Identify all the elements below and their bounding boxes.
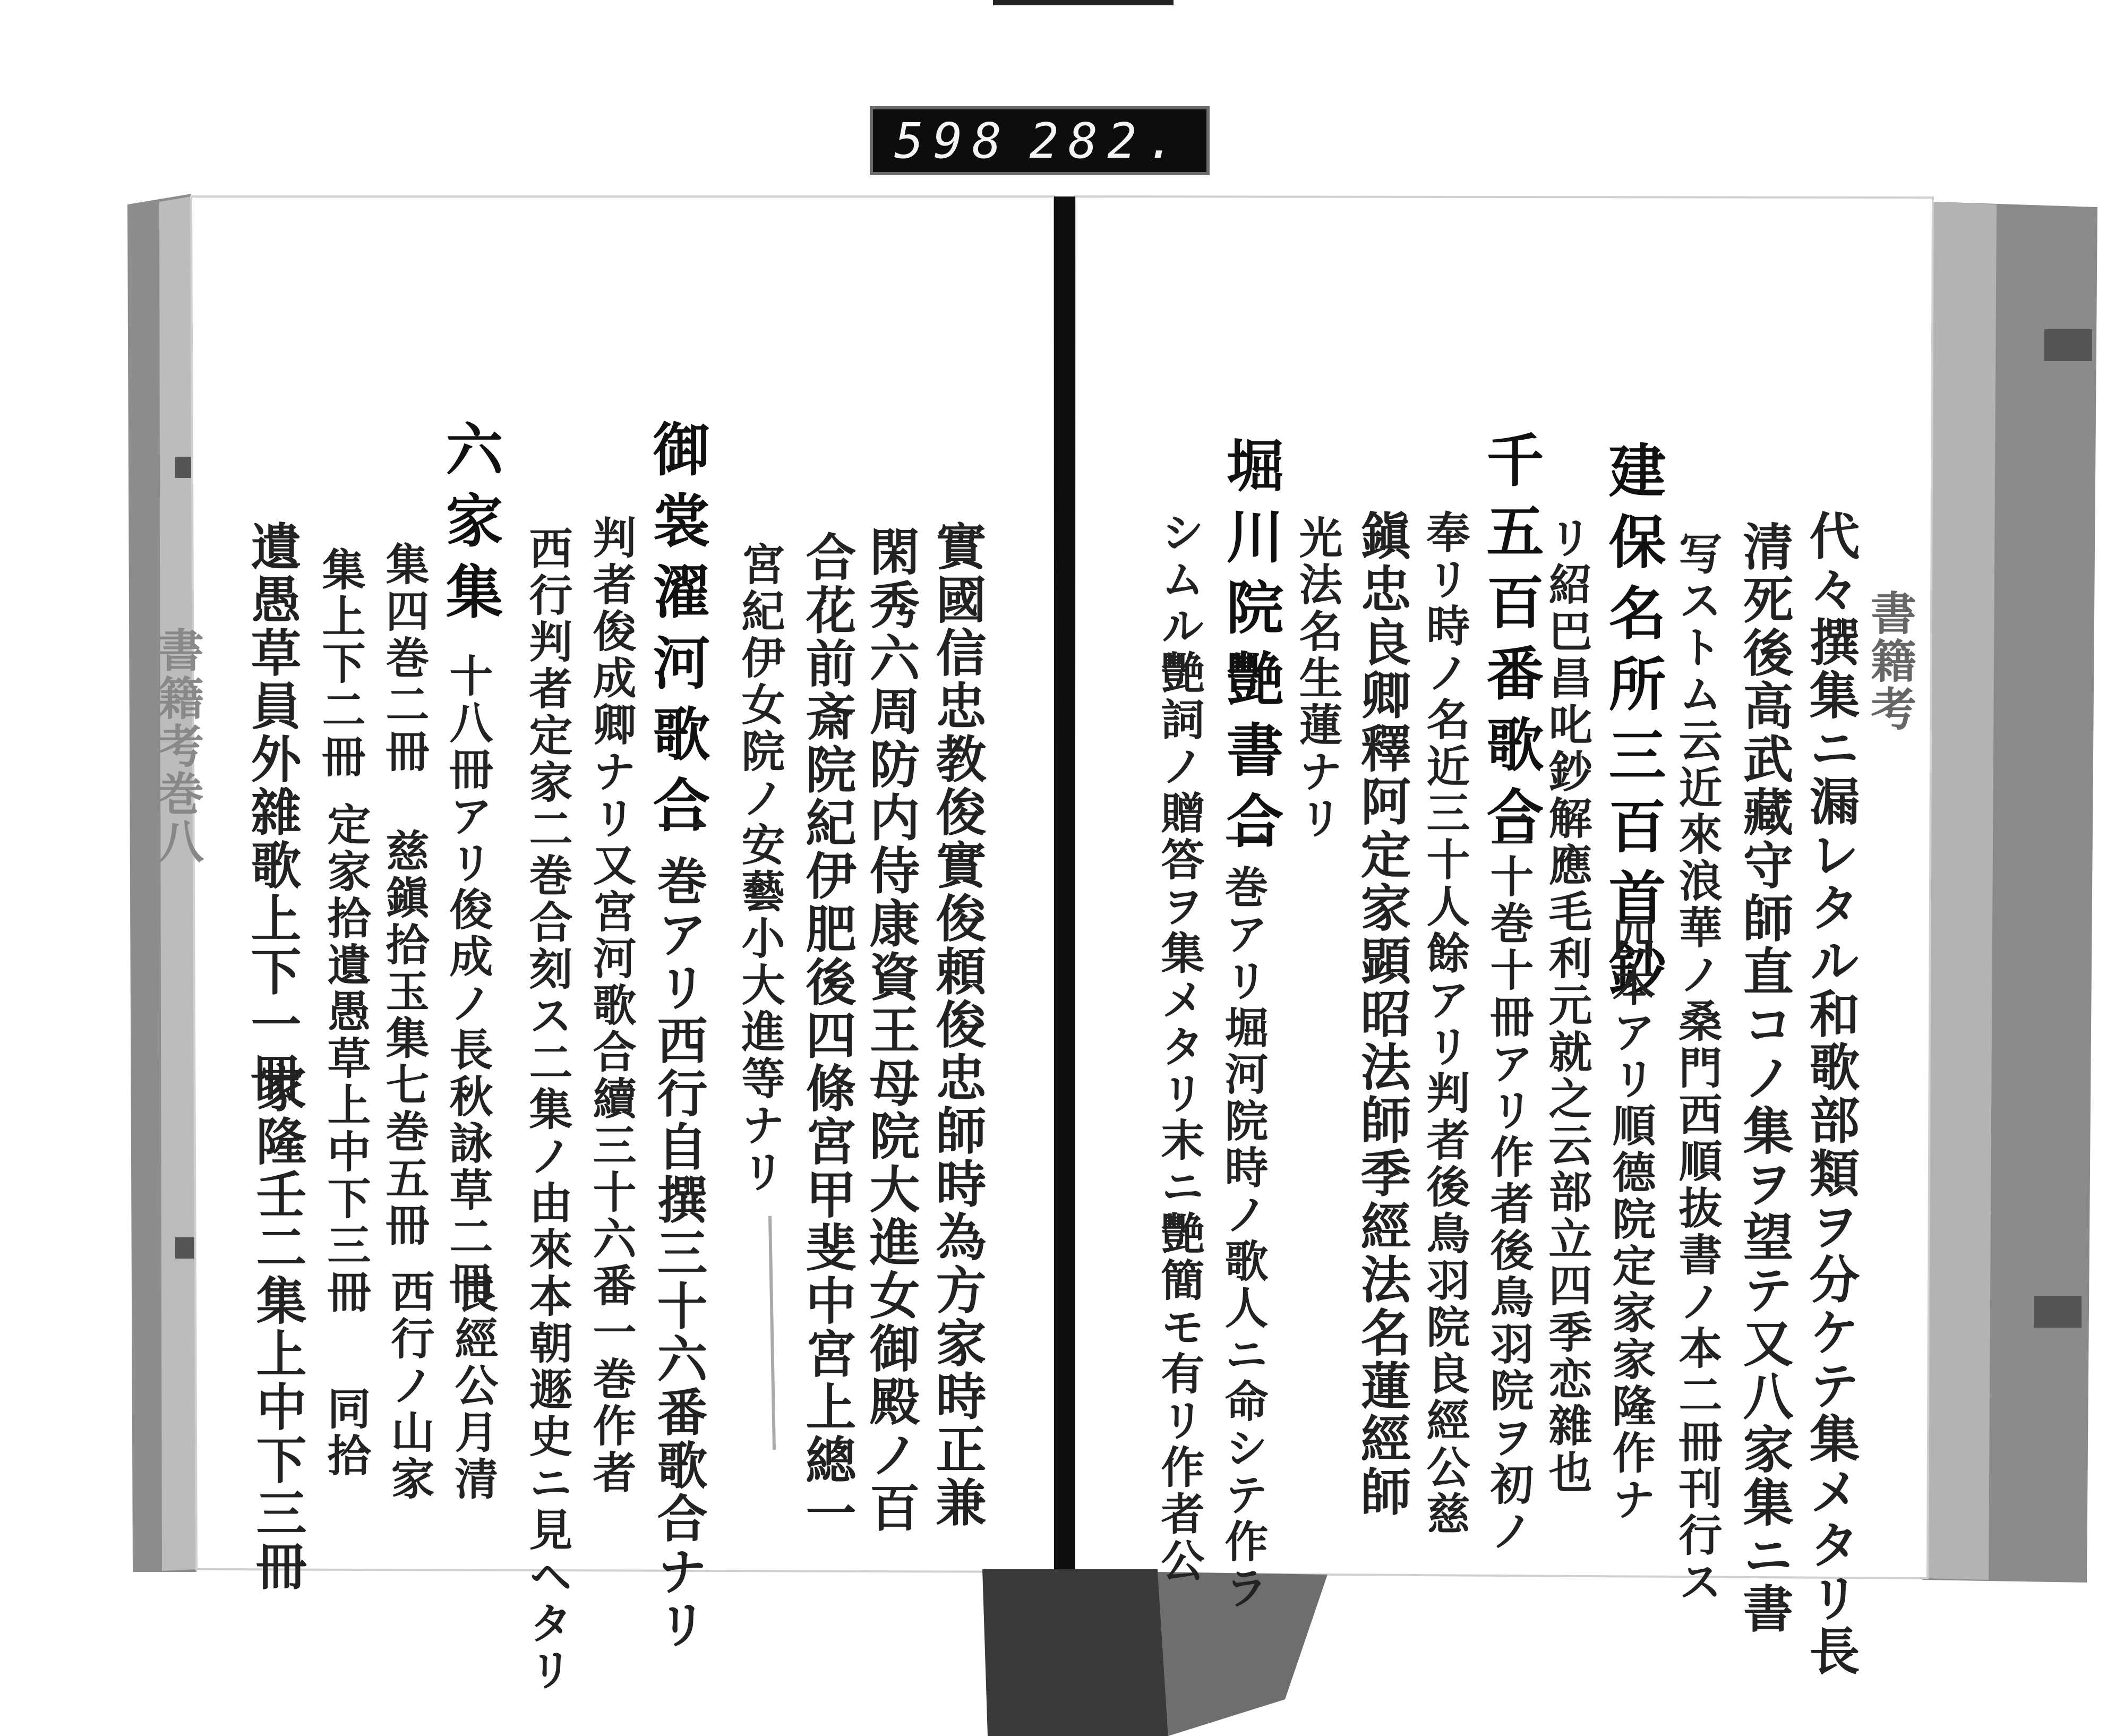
text-column: 西行判者定家二巻合刻ス二集ノ由來本朝遯史ニ見ヘタリ [522,526,573,1694]
text-column: 慈鎭拾玉集七巻五冊 [379,828,430,1249]
left-page-text [150,191,1041,1694]
right-clasp-top [2044,329,2092,361]
section-title: 千五百番歌合 [1477,430,1544,857]
text-column: 一巻アリ西行自撰三十六番歌合ナリ [649,802,708,1652]
text-column: 二十巻十冊アリ作者後鳥羽院ヲ初ノ [1483,807,1534,1555]
text-column: 同拾 [320,1386,371,1480]
top-edge-mark [993,0,1174,5]
margin-label: 書籍考巻八 [150,627,204,866]
text-column: 集四巻二冊 [379,542,430,775]
gutter [1054,196,1075,1577]
section-title: 建保名所三百首鈔 [1599,441,1666,1010]
text-column: 西行ノ山家 [384,1269,435,1503]
text-column: リ紹巴昌叱鈔解應毛利元就之云部立四季恋雜也 [1541,515,1592,1496]
text-column: 合花前斎院紀伊肥後四條宮甲斐中宮上總一 [798,531,857,1540]
text-column: 判者俊成卿ナリ又宮河歌合續三十六番一巻作者 [586,515,637,1496]
right-clasp-bottom [2034,1296,2082,1328]
text-column: 光法名生蓮ナリ [1292,515,1343,842]
right-page-edges-inner [1925,202,1997,1580]
text-column: 一巻アリ堀河院時ノ歌人ニ命シテ作ラ [1218,818,1269,1612]
text-column: 写ストム云近來浪華ノ桑門西順抜書ノ本二冊刊行ス [1672,531,1723,1606]
text-column: 代々撰集ニ漏レタル和歌部類ヲ分ケテ集メタリ長 [1801,510,1860,1678]
running-head: 書籍考 [1863,589,1916,733]
left-page-edges-inner [159,196,195,1571]
section-title: 堀川院艷書合 [1217,435,1283,862]
catalog-number-left: 598 [894,112,1012,169]
text-column: 良經公月清 [448,1269,499,1503]
text-column: 四本アリ順德院定家家隆作ナ [1605,916,1656,1524]
right-page-text [1078,191,1933,1678]
text-column: 清死後高武藏守師直コノ集ヲ望テ又八家集ニ書 [1735,520,1794,1636]
catalog-number-tag [870,106,1210,175]
catalog-number-right: 282. [1029,112,1185,169]
section-title: 六家集 [436,420,503,633]
text-column: 集上下二冊 [315,547,366,781]
text-column: 宮紀伊女院ノ安藝小大進等ナリ [734,542,785,1196]
text-column: 閑秀六周防内侍康資王母院大進女御殿ノ百 [861,526,920,1535]
text-column: 遺愚草員外雜歌上下一冊 [243,520,302,1105]
section-title: 御裳濯河歌合 [643,420,710,846]
text-column: 家隆壬二集上中下三冊 [248,1062,307,1593]
text-column: 實國信忠教俊實俊頼俊忠師時為方家時正兼 [928,520,987,1529]
spine-bottom [982,1569,1168,1736]
text-column: 定家拾遺愚草上中下三冊 [320,802,371,1316]
text-column: 鎭忠良卿釋阿定家顕昭法師季經法名蓮經師 [1352,510,1411,1519]
text-column: 十八冊アリ俊成ノ長秋詠草二冊 [442,653,493,1307]
text-column: シムル艷詞ノ贈答ヲ集メタリ末ニ艷簡モ有リ作者公 [1154,510,1205,1585]
text-column: 奉リ時ノ名近三十人餘アリ判者後鳥羽院良經公慈 [1419,510,1470,1538]
